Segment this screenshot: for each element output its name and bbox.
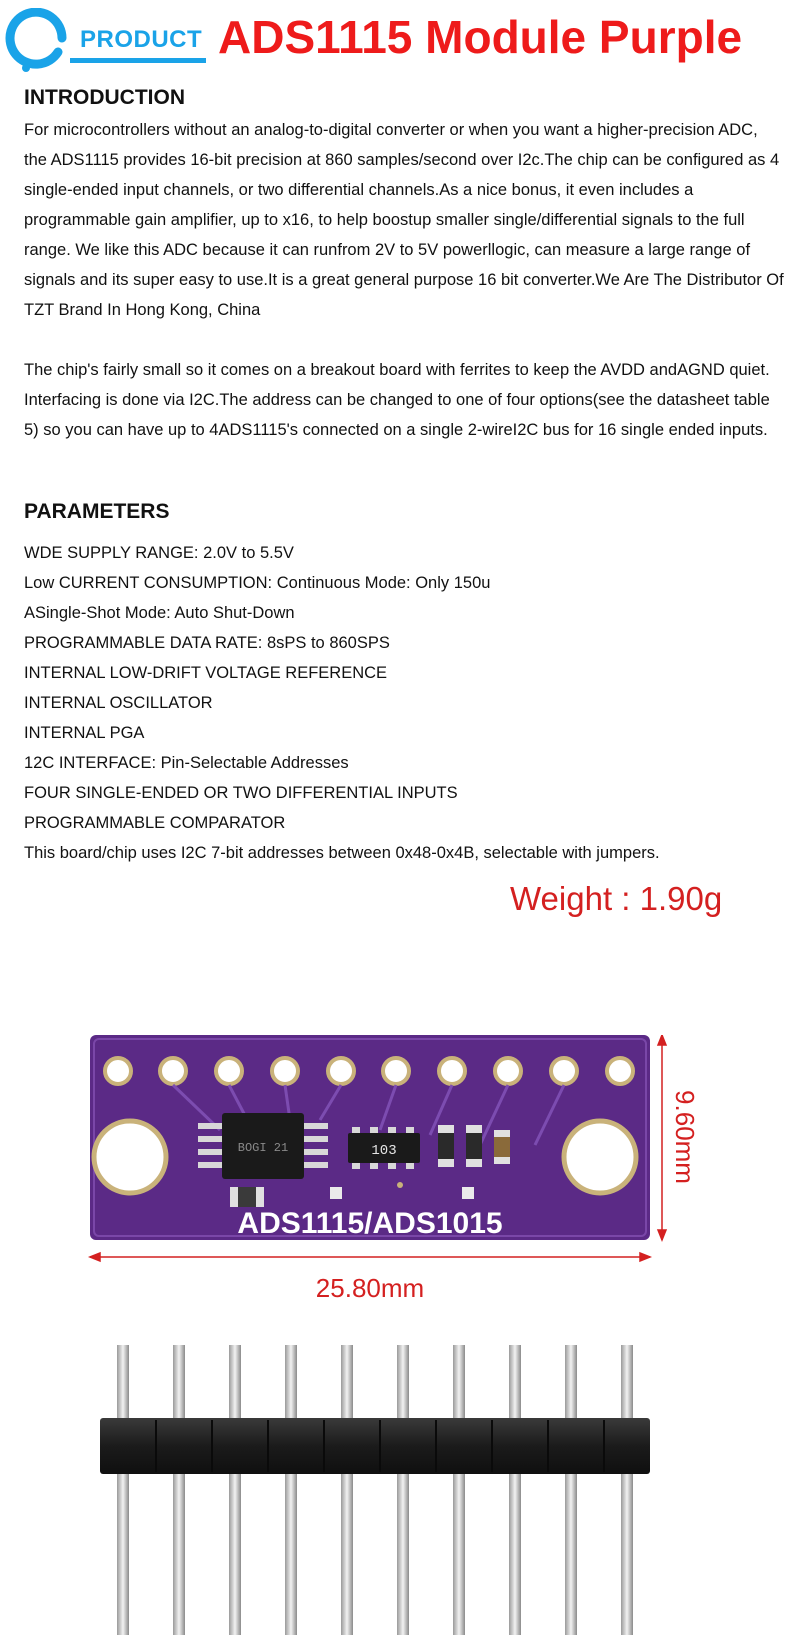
width-label: 25.80mm: [315, 1273, 425, 1303]
resistor-network: [348, 1127, 420, 1169]
product-logo: [4, 8, 204, 78]
module-board-illustration: [80, 1035, 730, 1325]
parameter-item: INTERNAL LOW-DRIFT VOLTAGE REFERENCE: [24, 664, 388, 682]
parameter-item: ASingle-Shot Mode: Auto Shut-Down: [24, 604, 295, 622]
parameter-item: WDE SUPPLY RANGE: 2.0V to 5.5V: [24, 544, 294, 562]
parameters-list: [24, 538, 660, 868]
header-pins: [117, 1345, 633, 1635]
introduction-heading: INTRODUCTION: [24, 86, 185, 109]
resistor-marking: 103: [371, 1143, 397, 1159]
parameters-heading: PARAMETERS: [24, 500, 170, 523]
parameter-item: FOUR SINGLE-ENDED OR TWO DIFFERENTIAL INPUTS: [24, 784, 458, 802]
introduction-paragraph-1: For microcontrollers without an analog-to-digital converter or when you want a higher-precision ADC, the ADS1115 provides 16-bit precision at 860 samples/second over I2c.The chip can be configured as 4 single-ended input channels, or two differential channels.As a nice bonus, it even includes a programmable gain amplifier, up to x16, to help boostup smaller single/differential signals to the full range. We like this ADC because it can runfrom 2V to 5V powerllogic, can measure a large range of signals and its super easy to use.It is a great general purpose 16 bit converter.We Are The Distributor Of TZT Brand In Hong Kong, China: [24, 121, 784, 319]
parameter-item: INTERNAL PGA: [24, 724, 145, 742]
pin-header-illustration: [95, 1340, 695, 1640]
module-board-figure: [80, 1035, 730, 1325]
chip-marking: BOGI 21: [237, 1141, 289, 1155]
mounting-hole-right: [564, 1121, 636, 1193]
page-title: ADS1115 Module Purple: [218, 11, 743, 63]
weight-label: Weight : 1.90g: [510, 880, 723, 917]
mounting-hole-left: [94, 1121, 166, 1193]
header: [0, 0, 800, 90]
parameter-item: PROGRAMMABLE COMPARATOR: [24, 814, 286, 832]
logo-underline: [70, 58, 206, 63]
pin-header-figure: [95, 1340, 695, 1640]
parameter-item: PROGRAMMABLE DATA RATE: 8sPS to 860SPS: [24, 634, 390, 652]
logo-text: PRODUCT: [80, 26, 203, 53]
width-dimension: [90, 1253, 650, 1261]
parameter-item: 12C INTERFACE: Pin-Selectable Addresses: [24, 754, 349, 772]
parameter-item: Low CURRENT CONSUMPTION: Continuous Mode: Only 150u: [24, 574, 491, 592]
introduction-paragraph-2: The chip's fairly small so it comes on a breakout board with ferrites to keep the AVDD andAGND quiet. Interfacing is done via I2C.The address can be changed to one of four options(see the datasheet table 5) so you can have up to 4ADS1115's connected on a single 2-wireI2C bus for 16 single ended inputs.: [24, 361, 770, 439]
plastic-housing: [100, 1418, 650, 1474]
height-dimension: [658, 1035, 666, 1240]
board-silkscreen: ADS1115/ADS1015: [237, 1207, 503, 1240]
logo-ring-icon: [4, 8, 84, 78]
height-label: 9.60mm: [670, 1090, 700, 1184]
parameter-item: INTERNAL OSCILLATOR: [24, 694, 213, 712]
parameter-item: This board/chip uses I2C 7-bit addresses between 0x48-0x4B, selectable with jumpers.: [24, 844, 660, 862]
